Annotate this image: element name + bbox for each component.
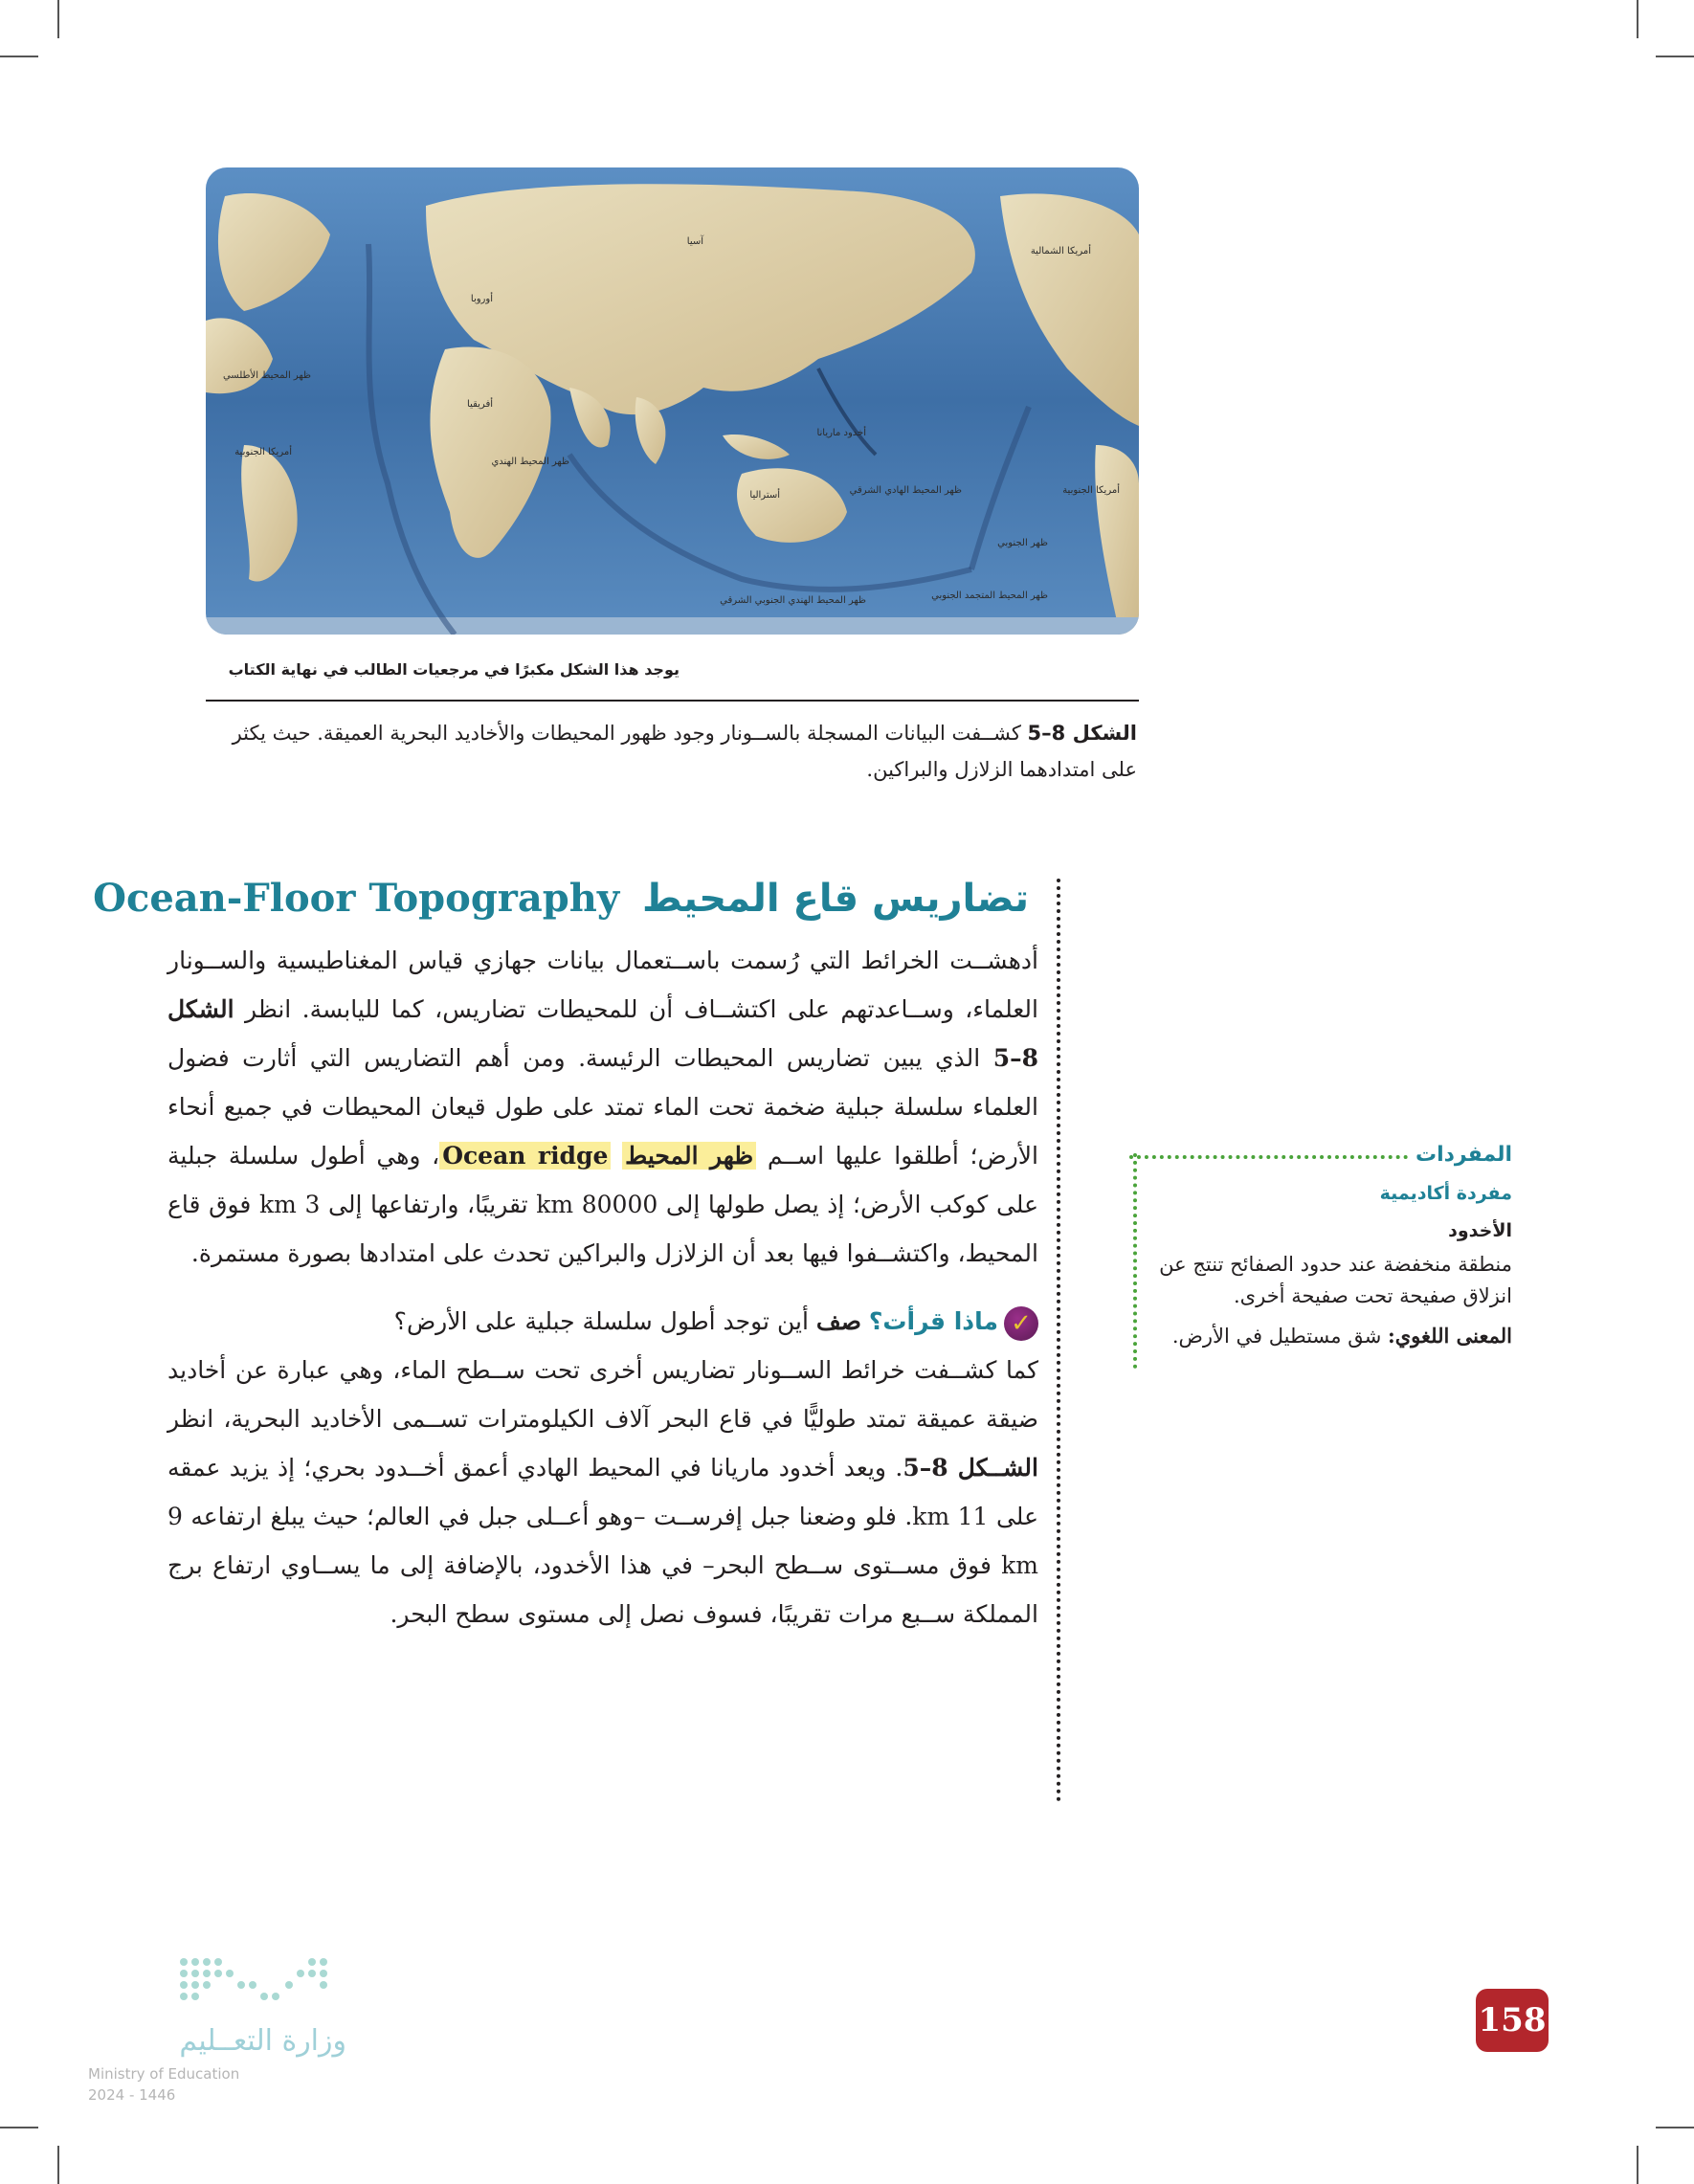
ministry-name-en: Ministry of Education: [88, 2065, 240, 2083]
logo-dots-icon: [174, 1952, 337, 2010]
paragraph-1-text: الذي يبين تضاريس المحيطات الرئيسة. ومن أهم التضاريس التي أثارت فضول العلماء سلسلة جبلية ضخمة تحت الماء تمتد على طول قيعان المحيطات في جميع أنحاء الأرض؛ أطلقوا عليها اســم: [167, 1044, 1038, 1170]
vocabulary-subheader: مفردة أكاديمية: [1379, 1183, 1512, 1204]
ocean-floor-map: [206, 167, 1139, 635]
ocean-floor-map-graphic: [206, 167, 1139, 635]
crop-mark: [0, 56, 38, 57]
linguistic-meaning: [1129, 1320, 1512, 1352]
vocabulary-term: الأخدود: [1448, 1220, 1512, 1241]
crop-mark: [57, 2146, 59, 2184]
body-text: [167, 936, 1038, 1638]
reading-check: [167, 1297, 1038, 1346]
figure-reference: الشــكل 8–5: [903, 1454, 1038, 1482]
caption-text: كشــفت البيانات المسجلة بالســونار وجود ظهور المحيطات والأخاديد البحرية العميقة. حيث يكثر على امتدادهما الزلازل والبراكين.: [232, 722, 1137, 781]
figure-reference: الشكل 8–5: [167, 995, 1038, 1072]
map-label: أمريكا الجنوبية: [234, 447, 292, 457]
map-label: أفريقيا: [467, 399, 493, 410]
crop-mark: [1656, 2127, 1694, 2128]
linguistic-text: شق مستطيل في الأرض.: [1171, 1325, 1388, 1348]
reading-check-question: أين توجد أطول سلسلة جبلية على الأرض؟: [393, 1307, 816, 1335]
map-label: ظهر المحيط المتجمد الجنوبي: [931, 591, 1048, 601]
paragraph-1-text: أدهشــت الخرائط التي رُسمت باســتعمال بيانات جهازي قياس المغناطيسية والســونار العلماء، وســاعدتهم على اكتشــاف أن للمحيطات تضاريس، كما لليابسة. انظر: [167, 947, 1038, 1023]
ministry-year: 2024 - 1446: [88, 2086, 176, 2104]
map-label: أمريكا الشمالية: [1030, 246, 1091, 256]
section-title: [93, 876, 1029, 921]
crop-mark: [57, 0, 59, 38]
crop-mark: [1656, 56, 1694, 57]
map-label: أستراليا: [749, 490, 780, 501]
reading-check-verb: صف: [815, 1307, 861, 1335]
map-label: أمريكا الجنوبية: [1062, 485, 1120, 496]
figure-caption: [204, 715, 1137, 788]
figure-note: يوجد هذا الشكل مكبرًا في مرجعيات الطالب في نهاية الكتاب: [228, 660, 680, 679]
ministry-name-ar: وزارة التعــليم: [179, 2024, 346, 2058]
paragraph-2: [167, 1346, 1038, 1638]
reading-check-label: ماذا قرأت؟: [868, 1307, 998, 1335]
header-dots: [1129, 1155, 1408, 1159]
caption-label: الشكل 8–5: [1027, 722, 1137, 745]
map-label: أخدود ماريانا: [816, 428, 866, 438]
key-term-en: Ocean ridge: [439, 1142, 611, 1170]
key-term-ar: ظهر المحيط: [622, 1142, 756, 1170]
map-label: ظهر المحيط الهندي: [491, 457, 569, 467]
paragraph-2-text: كما كشــفت خرائط الســونار تضاريس أخرى تحت ســطح الماء، وهي عبارة عن أخاديد ضيقة عميقة تمتد طوليًّا في قاع البحر آلاف الكيلومترات تســمى الأخاديد البحرية، انظر: [167, 1356, 1038, 1433]
paragraph-1-text: ، وهي أطول سلسلة جبلية على كوكب الأرض؛ إذ يصل طولها إلى 80000 km تقريبًا، وارتفاعها إلى 3 km فوق قاع المحيط، واكتشــفوا فيها بعد أن الزلازل والبراكين تحدث على امتدادها بصورة مستمرة.: [167, 1142, 1038, 1267]
paragraph-1: [167, 936, 1038, 1278]
linguistic-label: المعنى اللغوي:: [1387, 1324, 1512, 1348]
map-label: أوروبا: [470, 294, 493, 304]
vocabulary-header: [1129, 1139, 1512, 1170]
paragraph-2-text: . ويعد أخدود ماريانا في المحيط الهادي أعمق أخــدود بحري؛ إذ يزيد عمقه على 11 km. فلو وضعنا جبل إفرســت –وهو أعــلى جبل في العالم؛ حيث يبلغ ارتفاعه 9 km فوق مســتوى ســطح البحر– في هذا الأخدود، بالإضافة إلى ما يســاوي ارتفاع برج المملكة ســبع مرات تقريبًا، فسوف نصل إلى مستوى سطح البحر.: [167, 1454, 1038, 1628]
map-label: ظهر المحيط الأطلسي: [222, 370, 311, 381]
crop-mark: [1637, 0, 1638, 38]
crop-mark: [0, 2127, 38, 2128]
map-label: ظهر المحيط الهندي الجنوبي الشرقي: [720, 595, 866, 606]
vocabulary-definition: منطقة منخفضة عند حدود الصفائح تنتج عن انزلاق صفيحة تحت صفيحة أخرى.: [1159, 1253, 1512, 1307]
section-title-ar: تضاريس قاع المحيط: [642, 877, 1029, 921]
map-label: آسيا: [686, 236, 703, 247]
vocabulary-sidebar: [1129, 1139, 1512, 1352]
checkmark-icon: ✓: [1004, 1306, 1038, 1341]
map-label: ظهر المحيط الهادي الشرقي: [849, 485, 962, 496]
ministry-logo: [88, 1952, 366, 2115]
crop-mark: [1637, 2146, 1638, 2184]
vocabulary-title: المفردات: [1415, 1143, 1512, 1167]
section-title-en: Ocean-Floor Topography: [93, 876, 620, 921]
page-number: 158: [1476, 1989, 1549, 2052]
map-label: ظهر الجنوبي: [997, 538, 1048, 548]
column-divider: [1057, 879, 1060, 1802]
caption-rule: [206, 700, 1139, 702]
